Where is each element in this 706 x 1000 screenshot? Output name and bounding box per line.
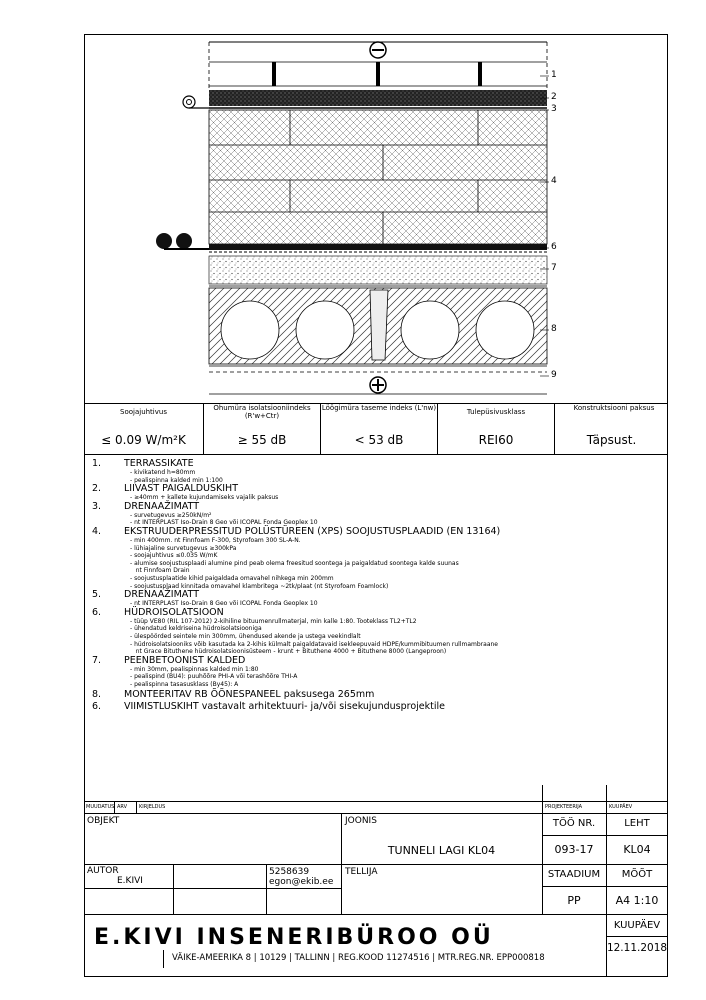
rev-header-arv: ARV bbox=[117, 804, 128, 810]
layer-label-6: 6 bbox=[551, 242, 557, 252]
note-item bbox=[92, 459, 662, 469]
note-number: 3. bbox=[92, 500, 102, 512]
note-number: 7. bbox=[92, 654, 102, 666]
layer-label-1: 1 bbox=[551, 70, 557, 80]
tellija-label: TELLIJA bbox=[345, 867, 378, 877]
note-title: VIIMISTLUSKIHT vastavalt arhitektuuri- ja/või sisekujundusprojektile bbox=[124, 701, 445, 713]
company-address: VÄIKE-AMEERIKA 8 | 10129 | TALLINN | REG.KOOD 11274516 | MTR.REG.NR. EPP000818 bbox=[172, 953, 545, 963]
moot-label: MÕÕT bbox=[621, 869, 653, 880]
floor-section-drawing bbox=[84, 34, 668, 404]
header-impact-sound: Löögimüra taseme indeks (L'nw) bbox=[321, 404, 437, 412]
value-thickness: Täpsust. bbox=[586, 433, 637, 447]
divider bbox=[606, 785, 607, 813]
note-line: - ühendatud keldriseina hüdroisolatsiooniga bbox=[130, 625, 262, 633]
kuupaev-value: 12.11.2018 bbox=[606, 942, 668, 954]
note-number: 1. bbox=[92, 458, 102, 469]
layer-label-7: 7 bbox=[551, 263, 557, 273]
note-line: - ≥40mm + kallete kujundamiseks vajalik paksus bbox=[130, 494, 279, 502]
leht-value: KL04 bbox=[623, 843, 651, 856]
note-line: - soojustusplaatide kihid paigaldada omavahel nihkega min 200mm bbox=[130, 574, 334, 582]
note-line: - pealispinna tasasusklass (By45): A bbox=[130, 680, 239, 688]
rev-header-kirjeldus: KIRJELDUS bbox=[139, 804, 166, 810]
divider bbox=[266, 864, 267, 914]
note-number: 6. bbox=[92, 606, 102, 618]
note-line: - min 400mm. nt Finnfoam F-300, Styrofoam 300 SL-A-N. bbox=[130, 536, 301, 544]
layer-label-3: 3 bbox=[551, 104, 557, 114]
divider bbox=[84, 864, 668, 865]
rev-header-muudatus: MUUDATUS bbox=[86, 804, 115, 810]
objekt-label: OBJEKT bbox=[87, 816, 120, 826]
note-line: - lühiajaline survetugevus ≥300kPa bbox=[130, 544, 237, 552]
note-line: - ülespöörded seintele min 300mm, ühendused akende ja ustega veekindlalt bbox=[130, 632, 361, 640]
divider bbox=[542, 835, 668, 836]
autor-value: E.KIVI bbox=[117, 876, 143, 886]
note-title: DRENAAŽIMATT bbox=[124, 589, 199, 601]
header-airborne-sound: Õhumüra isolatsiooniindeks (R'w+Ctr) bbox=[213, 404, 311, 420]
note-title: PEENBETOONIST KALDED bbox=[124, 654, 246, 666]
note-line: - soojustusplaad kinnitada omavahel klambritega ~2tk/plaat (nt Styrofoam Foamlock) bbox=[130, 582, 389, 590]
note-line: - soojajuhtivus ≤0.035 W/mK bbox=[130, 552, 218, 560]
value-impact-sound: < 53 dB bbox=[354, 433, 404, 447]
note-title: LIIVAST PAIGALDUSKIHT bbox=[124, 483, 238, 495]
value-fire-class: REI60 bbox=[478, 433, 514, 447]
divider bbox=[84, 914, 668, 915]
note-line: - pealispinna kalded min 1:100 bbox=[130, 476, 223, 484]
value-conductivity: ≤ 0.09 W/m²K bbox=[101, 433, 186, 447]
header-thickness: Konstruktsiooni paksus bbox=[573, 404, 655, 412]
leht-label: LEHT bbox=[624, 818, 650, 829]
notes-list bbox=[92, 459, 662, 712]
note-line: nt Finnfoam Drain bbox=[130, 567, 190, 575]
company-name: E.KIVI INSENERIBÜROO OÜ bbox=[94, 925, 494, 950]
divider bbox=[84, 801, 668, 802]
too-nr-value: 093-17 bbox=[554, 843, 594, 856]
note-number: 6. bbox=[92, 701, 102, 713]
note-item bbox=[92, 608, 662, 618]
note-line: - tüüp VE80 (RIL 107-2012) 2-kihiline bituumenrullmaterjal, min kalle 1:80. Tooteklass TL2+TL2 bbox=[130, 617, 417, 625]
staadium-value: PP bbox=[567, 894, 581, 907]
note-number: 8. bbox=[92, 689, 102, 701]
divider bbox=[173, 864, 174, 914]
note-title: HÜDROISOLATSIOON bbox=[124, 606, 224, 618]
note-line: - alumise soojustusplaadi alumine pind peab olema freesitud soontega ja paigaldatud soontega kalde suunas bbox=[130, 559, 459, 567]
divider bbox=[84, 813, 668, 814]
layer-label-8: 8 bbox=[551, 324, 557, 334]
note-number: 4. bbox=[92, 525, 102, 537]
note-title: DRENAAŽIMATT bbox=[124, 500, 199, 512]
note-line: - survetugevus ≥250kN/m² bbox=[130, 511, 212, 519]
note-item bbox=[92, 690, 662, 700]
note-item bbox=[92, 656, 662, 666]
email: egon@ekib.ee bbox=[269, 877, 334, 887]
note-line: - hüdroisolatsiooniks võib kasutada ka 2-kihis külmalt paigaldatavaid isekleepuvaid HDPE/kummibituumen rullmambraane bbox=[130, 640, 498, 648]
note-line: - pealispind (BU4): puuhõõre PHI-A või terashõõre THI-A bbox=[130, 673, 298, 681]
kuupaev-label: KUUPÄEV bbox=[613, 920, 661, 931]
divider bbox=[84, 888, 341, 889]
note-line: nt Grace Bituthene hüdroisolatsioonisüsteem - krunt + Bituthene 4000 + Bituthene 8000 (Langeproon) bbox=[130, 648, 447, 656]
joonis-label: JOONIS bbox=[345, 816, 377, 826]
staadium-label: STAADIUM bbox=[547, 869, 601, 880]
layer-label-4: 4 bbox=[551, 176, 557, 186]
note-title: TERRASSIKATE bbox=[124, 458, 194, 469]
divider bbox=[606, 936, 668, 937]
divider bbox=[136, 801, 137, 813]
note-item bbox=[92, 590, 662, 600]
note-item bbox=[92, 702, 662, 712]
divider bbox=[542, 886, 668, 887]
note-item bbox=[92, 527, 662, 537]
header-conductivity: Soojajuhtivus bbox=[120, 408, 167, 416]
divider bbox=[542, 785, 543, 813]
divider bbox=[84, 454, 668, 455]
note-number: 5. bbox=[92, 589, 102, 601]
autor-label: AUTOR bbox=[87, 866, 119, 876]
phone: 5258639 bbox=[269, 867, 310, 877]
layer-label-9: 9 bbox=[551, 370, 557, 380]
value-airborne-sound: ≥ 55 dB bbox=[237, 433, 287, 447]
note-line: - nt INTERPLAST Iso-Drain 8 Geo või ICOPAL Fonda Geoplex 10 bbox=[130, 600, 318, 608]
note-line: - kivikatend h=80mm bbox=[130, 469, 196, 476]
rev-header-projekteerija: PROJEKTEERIJA bbox=[545, 804, 583, 810]
note-title: EKSTRUUDERPRESSITUD POLÜSTÜREEN (XPS) SOOJUSTUSPLAADID (EN 13164) bbox=[124, 525, 501, 537]
moot-value: A4 1:10 bbox=[615, 894, 659, 907]
note-line: - nt INTERPLAST Iso-Drain 8 Geo või ICOPAL Fonda Geoplex 10 bbox=[130, 519, 318, 527]
drawing-title: TUNNELI LAGI KL04 bbox=[387, 844, 496, 857]
note-number: 2. bbox=[92, 483, 102, 495]
note-line: - min 30mm, pealispinnas kalded min 1:80 bbox=[130, 665, 259, 673]
note-item bbox=[92, 502, 662, 512]
header-fire-class: Tulepüsivusklass bbox=[466, 408, 526, 416]
note-item bbox=[92, 484, 662, 494]
too-nr-label: TÖÖ NR. bbox=[552, 818, 596, 829]
layer-label-2: 2 bbox=[551, 92, 557, 102]
divider bbox=[163, 950, 164, 968]
rev-header-kuupaev: KUUPÄEV bbox=[609, 804, 633, 810]
note-title: MONTEERITAV RB ÕÕNESPANEEL paksusega 265mm bbox=[124, 689, 375, 701]
